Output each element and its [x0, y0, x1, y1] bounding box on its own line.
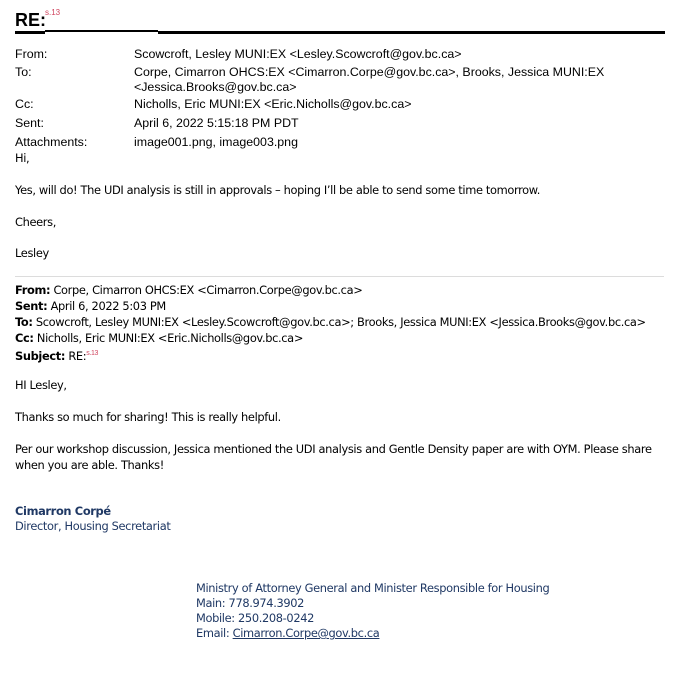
quoted-to-label: To:: [15, 315, 33, 329]
to-label: To:: [15, 65, 32, 79]
quoted-subject-row: [15, 346, 675, 364]
email-subject-title: RE:: [15, 10, 46, 30]
cc-label: Cc:: [15, 97, 34, 111]
quoted-from-value: Corpe, Cimarron OHCS:EX <Cimarron.Corpe@gov.bc.ca>: [50, 283, 363, 297]
signature-title: Director, Housing Secretariat: [15, 519, 171, 533]
signature-email-row: [196, 625, 676, 641]
sent-value: April 6, 2022 5:15:18 PM PDT: [134, 116, 299, 130]
title-rule: [158, 31, 665, 34]
quoted-from-label: From:: [15, 283, 51, 297]
reply-signature: Lesley: [15, 246, 49, 260]
title-rule-redacted-segment: [45, 30, 158, 32]
to-value-continued: <Jessica.Brooks@gov.bc.ca>: [134, 80, 297, 94]
quoted-to-row: [15, 314, 675, 330]
quoted-cc-row: [15, 330, 675, 346]
attachments-value[interactable]: image001.png, image003.png: [134, 135, 298, 149]
title-rule: [15, 31, 45, 34]
quoted-message-separator: [15, 276, 664, 277]
reply-closing: Cheers,: [15, 215, 56, 229]
signature-email-link[interactable]: Cimarron.Corpe@gov.bc.ca: [232, 626, 380, 640]
signature-ministry: Ministry of Attorney General and Minister Responsible for Housing: [196, 581, 550, 595]
reply-greeting: Hi,: [15, 151, 30, 165]
sent-label: Sent:: [15, 116, 44, 130]
quoted-to-value: Scowcroft, Lesley MUNI:EX <Lesley.Scowcroft@gov.bc.ca>; Brooks, Jessica MUNI:EX <Jessica.Brooks@gov.bc.ca>: [32, 315, 646, 329]
quoted-sent-label: Sent:: [15, 299, 48, 313]
quoted-para1: Thanks so much for sharing! This is really helpful.: [15, 410, 281, 424]
from-value: Scowcroft, Lesley MUNI:EX <Lesley.Scowcroft@gov.bc.ca>: [134, 47, 462, 61]
cc-value: Nicholls, Eric MUNI:EX <Eric.Nicholls@gov.bc.ca>: [134, 97, 412, 111]
signature-name: Cimarron Corpé: [15, 504, 111, 518]
quoted-para2-line1: Per our workshop discussion, Jessica mentioned the UDI analysis and Gentle Density paper are with OYM. Please share: [15, 442, 652, 456]
quoted-para2-line2: when you are able. Thanks!: [15, 458, 164, 472]
signature-mobile-phone: Mobile: 250.208-0242: [196, 611, 315, 625]
quoted-subject-label: Subject:: [15, 349, 66, 363]
subject-redaction-code: s.13: [86, 350, 99, 357]
to-value: Corpe, Cimarron OHCS:EX <Cimarron.Corpe@gov.bc.ca>, Brooks, Jessica MUNI:EX: [134, 65, 605, 79]
quoted-subject-value: RE:: [65, 349, 87, 363]
quoted-greeting: HI Lesley,: [15, 378, 67, 392]
from-label: From:: [15, 47, 48, 61]
reply-body: Yes, will do! The UDI analysis is still in approvals – hoping I’ll be able to send some time tomorrow.: [15, 183, 540, 197]
signature-main-phone: Main: 778.974.3902: [196, 596, 305, 610]
quoted-from-row: [15, 282, 675, 298]
attachments-label: Attachments:: [15, 135, 88, 149]
quoted-sent-row: [15, 298, 675, 314]
quoted-cc-value: Nicholls, Eric MUNI:EX <Eric.Nicholls@gov.bc.ca>: [33, 331, 304, 345]
redaction-code: s.13: [45, 8, 61, 17]
quoted-sent-value: April 6, 2022 5:03 PM: [47, 299, 166, 313]
signature-email-label: Email:: [196, 626, 233, 640]
quoted-cc-label: Cc:: [15, 331, 34, 345]
